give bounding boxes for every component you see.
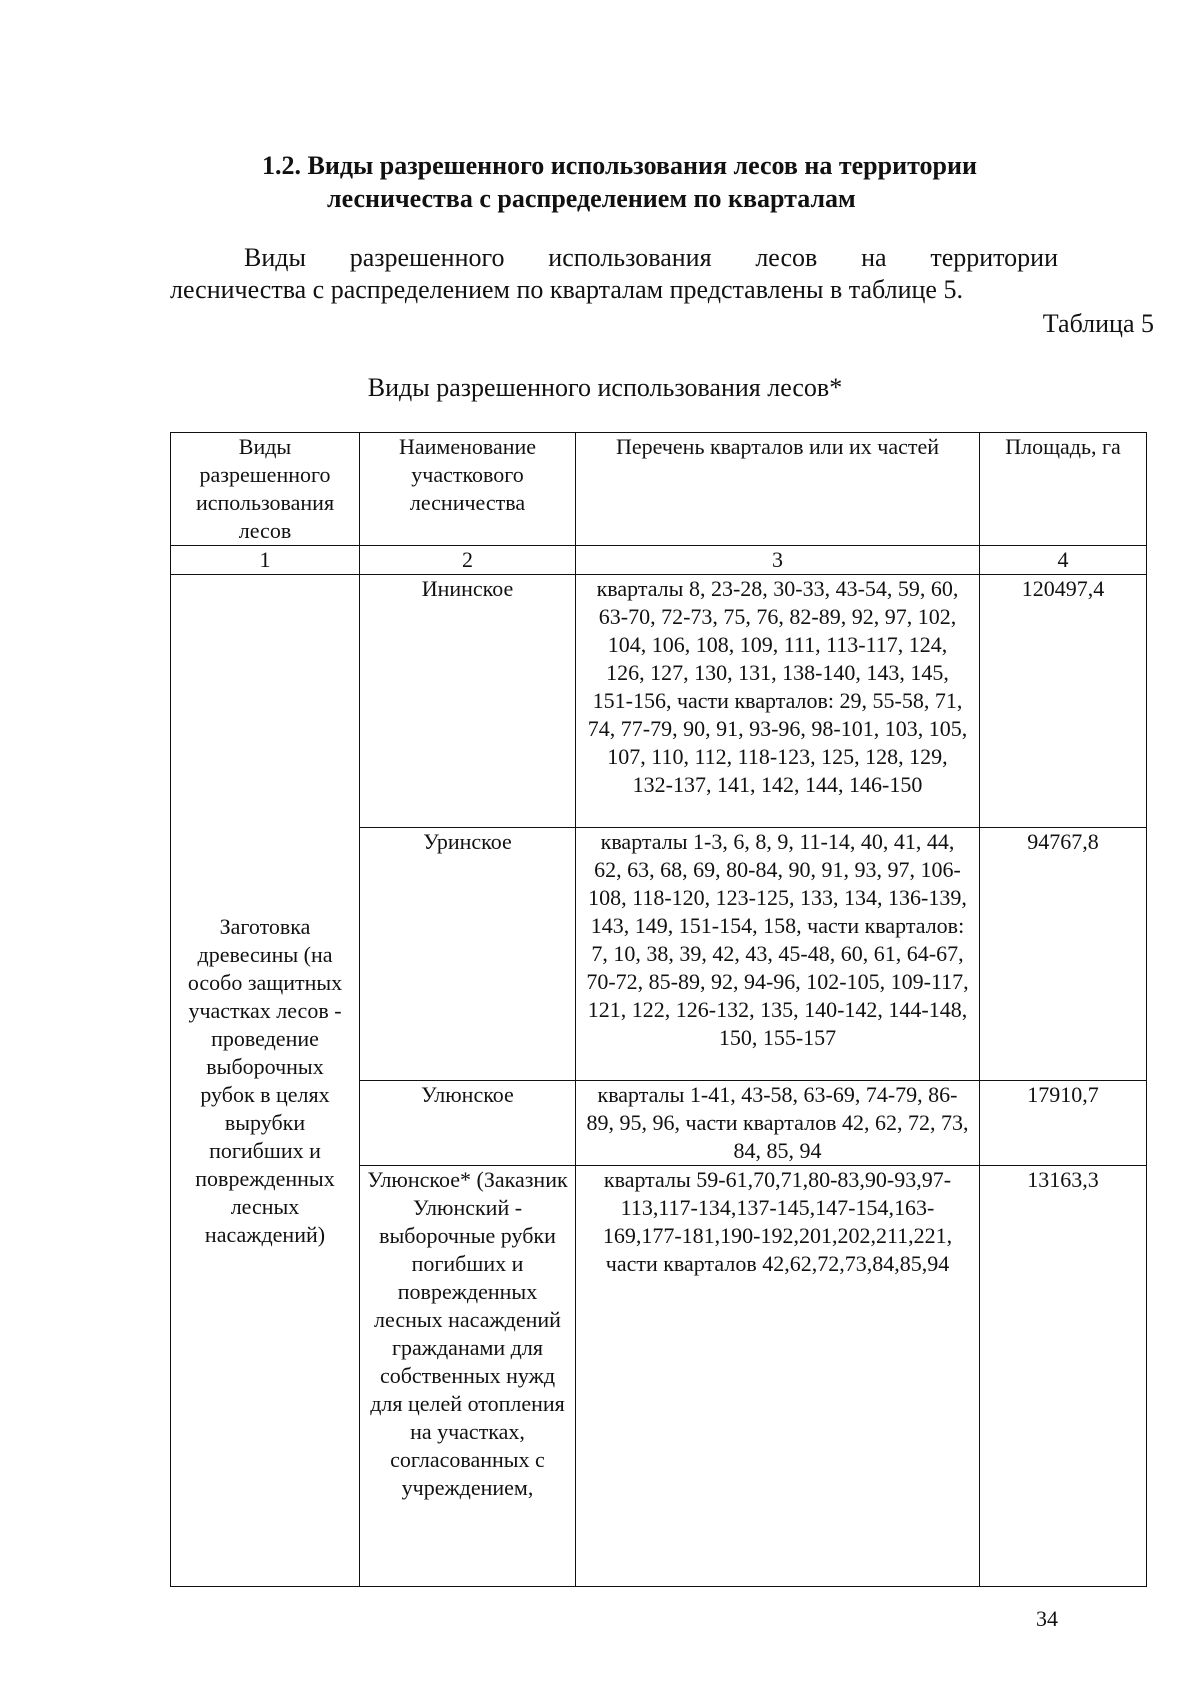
area-cell: 13163,3 — [980, 1166, 1147, 1587]
quarters-cell: кварталы 1-3, 6, 8, 9, 11-14, 40, 41, 44, 62, 63, 68, 69, 80-84, 90, 91, 93, 97, 106-108, 118-120, 123-125, 133, 134, 136-139, 143, 149, 151-154, 158, части кварталов: 7, 10, 38, 39, 42, 43, 45-48, 60, 61, 64-67, 70-72, 85-89, 92, 94-96, 102-105, 109-117, 121, 122, 126-132, 135, 140-142, 144-148, 150, 155-157 — [576, 828, 980, 1081]
forestry-cell: Улюнское — [360, 1081, 576, 1166]
column-number: 2 — [360, 546, 576, 575]
use-type-cell: Заготовка древесины (на особо защитных участках лесов - проведение выборочных рубок в целях вырубки погибших и поврежденных лесных насаждений) — [171, 575, 360, 1587]
column-number: 4 — [980, 546, 1147, 575]
forestry-cell: Уринское — [360, 828, 576, 1081]
column-number: 1 — [171, 546, 360, 575]
quarters-cell: кварталы 8, 23-28, 30-33, 43-54, 59, 60, 63-70, 72-73, 75, 76, 82-89, 92, 97, 102, 104, 106, 108, 109, 111, 113-117, 124, 126, 127, 130, 131, 138-140, 143, 145, 151-156, части кварталов: 29, 55-58, 71, 74, 77-79, 90, 91, 93-96, 98-101, 103, 105, 107, 110, 112, 118-123, 125, 128, 129, 132-137, 141, 142, 144, 146-150 — [576, 575, 980, 828]
area-cell: 94767,8 — [980, 828, 1147, 1081]
table-row — [171, 575, 1147, 828]
area-cell: 120497,4 — [980, 575, 1147, 828]
table-label: Таблица 5 — [1042, 309, 1154, 338]
column-number: 3 — [576, 546, 980, 575]
forestry-cell: Ининское — [360, 575, 576, 828]
header-forestry: Наименование участкового лесничества — [360, 433, 576, 546]
section-title-line-2: лесничества с распределением по кварталам — [327, 184, 856, 213]
column-number-row — [171, 546, 1147, 575]
intro-line-2: лесничества с распределением по кварталам представлены в таблице 5. — [170, 275, 963, 304]
forestry-cell: Улюнское* (Заказник Улюнский - выборочные рубки погибших и поврежденных лесных насаждений гражданами для собственных нужд для целей отопления на участках, согласованных с учреждением, — [360, 1166, 576, 1587]
table-header-row — [171, 433, 1147, 546]
header-use-type: Виды разрешенного использования лесов — [171, 433, 360, 546]
area-cell: 17910,7 — [980, 1081, 1147, 1166]
quarters-cell: кварталы 1-41, 43-58, 63-69, 74-79, 86-89, 95, 96, части кварталов 42, 62, 72, 73, 84, 85, 94 — [576, 1081, 980, 1166]
land-use-table — [170, 432, 1147, 1587]
table-title: Виды разрешенного использования лесов* — [367, 373, 843, 402]
section-title-line-1: 1.2. Виды разрешенного использования лесов на территории — [262, 151, 977, 180]
quarters-cell: кварталы 59-61,70,71,80-83,90-93,97-113,117-134,137-145,147-154,163-169,177-181,190-192,201,202,211,221, части кварталов 42,62,72,73,84,85,94 — [576, 1166, 980, 1587]
header-area: Площадь, га — [980, 433, 1147, 546]
header-quarters: Перечень кварталов или их частей — [576, 433, 980, 546]
intro-line-1: Виды разрешенного использования лесов на территории — [244, 243, 1058, 272]
page-number: 34 — [1036, 1606, 1058, 1631]
